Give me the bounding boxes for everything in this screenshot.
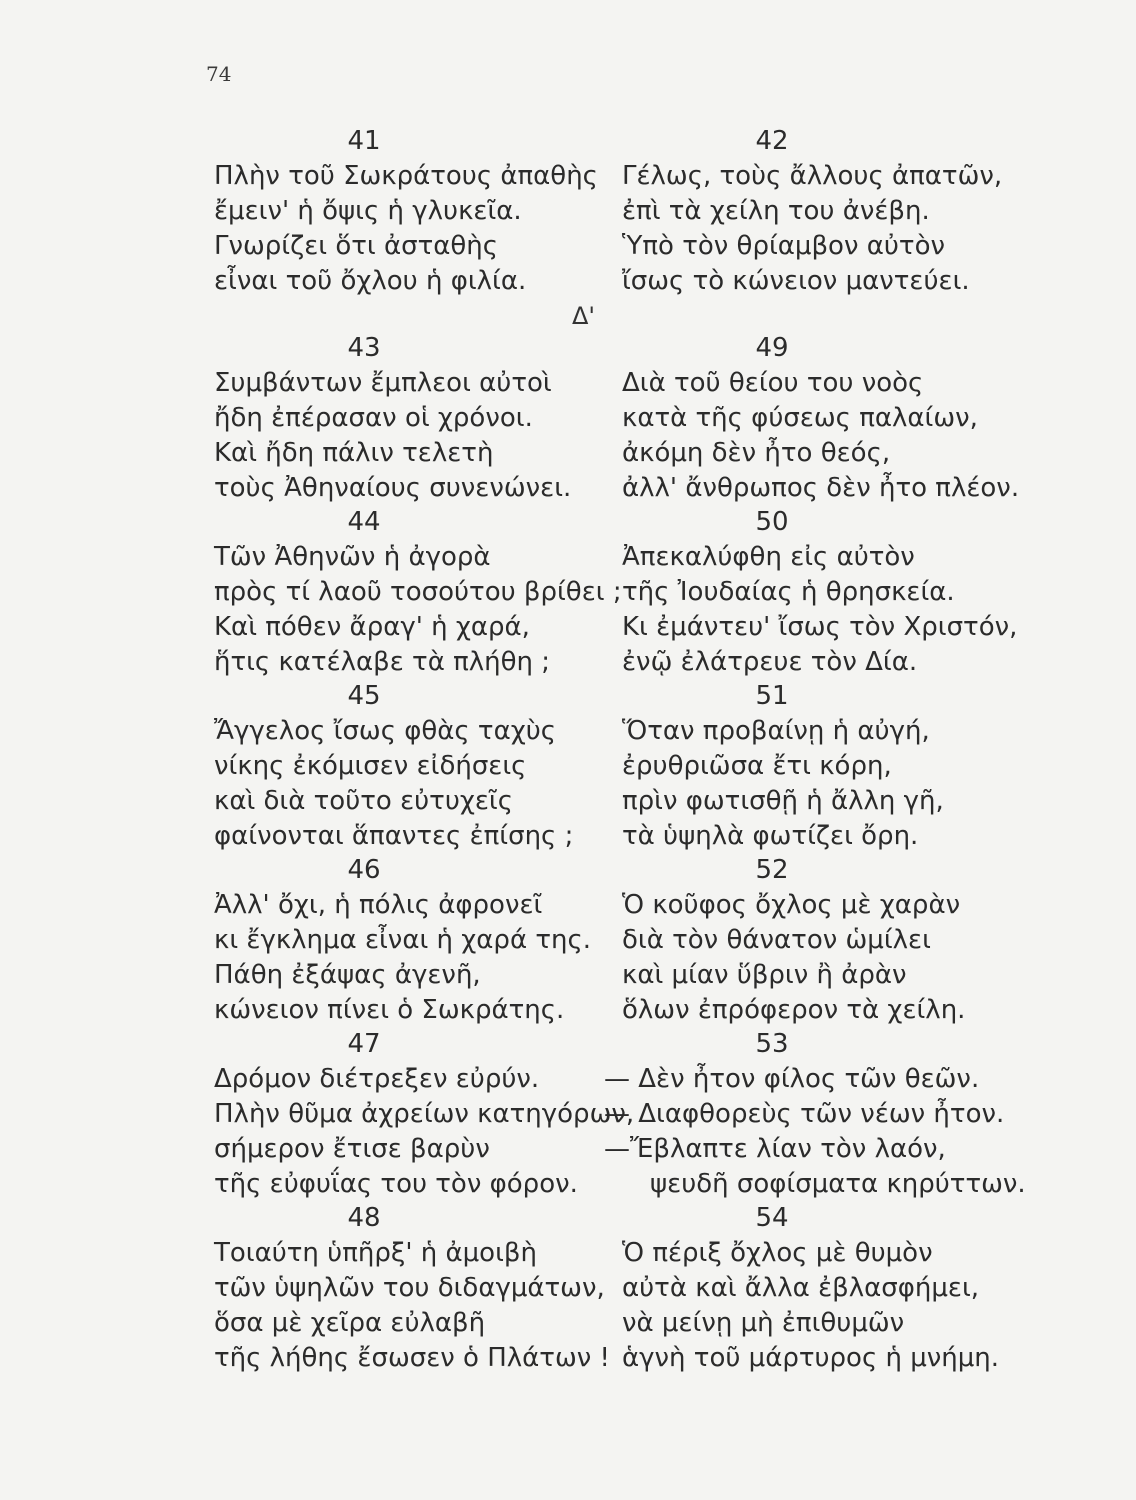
verse-line: Πάθη ἐξάψας ἀγενῆ,: [214, 960, 481, 990]
stanza-48: [214, 1201, 610, 1376]
verse-line: Τῶν Ἀθηνῶν ἡ ἀγορὰ: [214, 542, 491, 572]
verse-line: Γνωρίζει ὅτι ἀσταθὴς: [214, 231, 499, 261]
verse-line: Γέλως, τοὺς ἄλλους ἀπατῶν,: [622, 161, 1003, 191]
page-number: 74: [206, 62, 232, 86]
stanza-number: 50: [755, 507, 789, 537]
stanza-44: [214, 505, 622, 680]
verse-line: Τοιαύτη ὑπῆρξ' ἡ ἀμοιβὴ: [214, 1238, 537, 1268]
verse-line: Ὁ πέριξ ὄχλος μὲ θυμὸν: [622, 1238, 933, 1268]
verse-line: —Ἔβλαπτε λίαν τὸν λαόν,: [604, 1134, 946, 1164]
verse-line: αὐτὰ καὶ ἄλλα ἐβλασφήμει,: [622, 1273, 980, 1303]
verse-line: Ἀλλ' ὄχι, ἡ πόλις ἀφρονεῖ: [214, 890, 543, 920]
stanza-41: [214, 124, 598, 299]
verse-line: Πλὴν θῦμα ἀχρείων κατηγόρων,: [214, 1099, 635, 1129]
stanza-46: [214, 853, 591, 1028]
verse-line: νίκης ἐκόμισεν εἰδήσεις: [214, 751, 527, 781]
verse-line: Καὶ πόθεν ἄραγ' ἡ χαρά,: [214, 612, 530, 642]
stanza-number: 46: [347, 855, 381, 885]
stanza-51: [622, 679, 944, 854]
verse-line: Ὅταν προβαίνῃ ἡ αὐγή,: [622, 716, 930, 746]
verse-line: τῆς Ἰουδαίας ἡ θρησκεία.: [622, 577, 955, 607]
stanza-number: 49: [755, 333, 789, 363]
verse-line: ἐνῷ ἐλάτρευε τὸν Δία.: [622, 647, 918, 677]
verse-line: εἶναι τοῦ ὄχλου ἡ φιλία.: [214, 266, 527, 296]
verse-line: Κι ἐμάντευ' ἴσως τὸν Χριστόν,: [622, 612, 1018, 642]
verse-line: Δρόμον διέτρεξεν εὐρύν.: [214, 1064, 540, 1094]
verse-line: Ὑπὸ τὸν θρίαμβον αὐτὸν: [622, 231, 945, 261]
stanza-number: 53: [755, 1029, 789, 1059]
section-mark: Δ': [572, 302, 596, 330]
stanza-52: [622, 853, 965, 1028]
verse-line: Ὁ κοῦφος ὄχλος μὲ χαρὰν: [622, 890, 961, 920]
verse-line: ἀλλ' ἄνθρωπος δὲν ἦτο πλέον.: [622, 473, 1020, 503]
verse-line: ψευδῆ σοφίσματα κηρύττων.: [650, 1169, 1026, 1199]
verse-line: — Δὲν ἦτον φίλος τῶν θεῶν.: [604, 1064, 980, 1094]
verse-line: τῆς εὐφυΐας του τὸν φόρον.: [214, 1169, 578, 1199]
verse-line: Συμβάντων ἔμπλεοι αὐτοὶ: [214, 368, 552, 398]
stanza-50: [622, 505, 1017, 680]
stanza-53: [604, 1027, 1026, 1202]
verse-line: Πλὴν τοῦ Σωκράτους ἀπαθὴς: [214, 161, 598, 191]
verse-line: σήμερον ἔτισε βαρὺν: [214, 1134, 490, 1164]
verse-line: Καὶ ἤδη πάλιν τελετὴ: [214, 438, 494, 468]
stanza-number: 43: [347, 333, 381, 363]
verse-line: πρὶν φωτισθῇ ἡ ἄλλη γῆ,: [622, 786, 944, 816]
verse-line: κι ἔγκλημα εἶναι ἡ χαρά της.: [214, 925, 591, 955]
verse-line: διὰ τὸν θάνατον ὡμίλει: [622, 925, 931, 955]
verse-line: ὅλων ἐπρόφερον τὰ χείλη.: [622, 995, 966, 1025]
verse-line: ἀκόμη δὲν ἦτο θεός,: [622, 438, 891, 468]
verse-line: κατὰ τῆς φύσεως παλαίων,: [622, 403, 978, 433]
verse-line: πρὸς τί λαοῦ τοσούτου βρίθει ;: [214, 577, 622, 607]
stanza-number: 52: [755, 855, 789, 885]
stanza-number: 45: [347, 681, 381, 711]
stanza-47: [214, 1027, 634, 1202]
verse-line: τοὺς Ἀθηναίους συνενώνει.: [214, 473, 572, 503]
verse-line: καὶ διὰ τοῦτο εὐτυχεῖς: [214, 786, 513, 816]
stanza-42: [622, 124, 1002, 299]
verse-line: καὶ μίαν ὕβριν ἢ ἀρὰν: [622, 960, 907, 990]
verse-line: τὰ ὑψηλὰ φωτίζει ὄρη.: [622, 821, 919, 851]
stanza-number: 44: [347, 507, 381, 537]
verse-line: τῆς λήθης ἔσωσεν ὁ Πλάτων !: [214, 1343, 610, 1373]
stanza-49: [622, 331, 1019, 506]
stanza-45: [214, 679, 573, 854]
verse-line: νὰ μείνῃ μὴ ἐπιθυμῶν: [622, 1308, 905, 1338]
verse-line: ἴσως τὸ κώνειον μαντεύει.: [622, 266, 970, 296]
verse-line: ὅσα μὲ χεῖρα εὐλαβῆ: [214, 1308, 486, 1338]
stanza-43: [214, 331, 571, 506]
stanza-number: 51: [755, 681, 789, 711]
verse-line: φαίνονται ἅπαντες ἐπίσης ;: [214, 821, 574, 851]
verse-line: ἁγνὴ τοῦ μάρτυρος ἡ μνήμη.: [622, 1343, 1000, 1373]
stanza-number: 54: [755, 1203, 789, 1233]
stanza-number: 42: [755, 126, 789, 156]
verse-line: Ἀπεκαλύφθη εἰς αὐτὸν: [622, 542, 915, 572]
verse-line: ἐρυθριῶσα ἔτι κόρη,: [622, 751, 892, 781]
verse-line: ἐπὶ τὰ χείλη του ἀνέβη.: [622, 196, 930, 226]
verse-line: ἤδη ἐπέρασαν οἱ χρόνοι.: [214, 403, 533, 433]
verse-line: ἔμειν' ἡ ὄψις ἡ γλυκεῖα.: [214, 196, 522, 226]
stanza-number: 47: [347, 1029, 381, 1059]
verse-line: — Διαφθορεὺς τῶν νέων ἦτον.: [604, 1099, 1005, 1129]
stanza-54: [622, 1201, 999, 1376]
stanza-number: 48: [347, 1203, 381, 1233]
verse-line: κώνειον πίνει ὁ Σωκράτης.: [214, 995, 565, 1025]
verse-line: τῶν ὑψηλῶν του διδαγμάτων,: [214, 1273, 605, 1303]
verse-line: ἥτις κατέλαβε τὰ πλήθη ;: [214, 647, 551, 677]
verse-line: Ἄγγελος ἴσως φθὰς ταχὺς: [214, 716, 557, 746]
verse-line: Διὰ τοῦ θείου του νοὸς: [622, 368, 924, 398]
stanza-number: 41: [347, 126, 381, 156]
